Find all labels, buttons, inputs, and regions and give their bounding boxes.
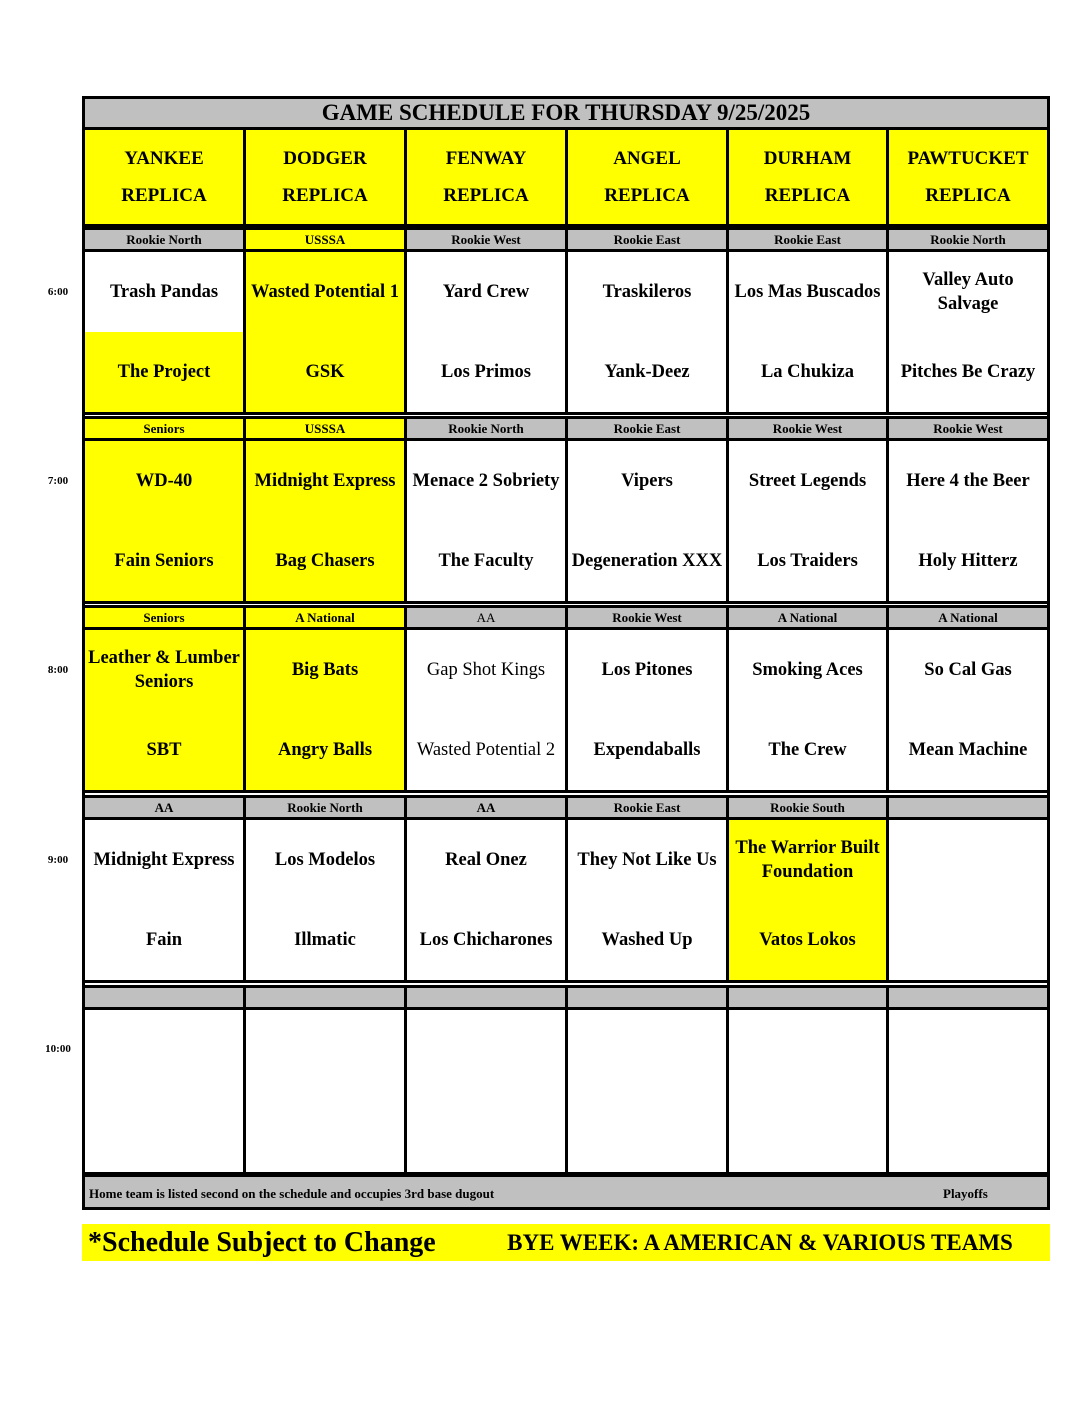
field-type: REPLICA	[282, 185, 368, 206]
home-team: Bag Chasers	[246, 521, 404, 601]
field-header	[243, 127, 407, 227]
away-team: Traskileros	[602, 282, 692, 302]
home-team: Fain Seniors	[85, 521, 243, 601]
field-name: FENWAY	[445, 148, 527, 169]
schedule-footer	[82, 1174, 1050, 1210]
home-team: The Faculty	[438, 551, 534, 571]
home-team: Fain	[146, 930, 182, 950]
field-name: DURHAM	[763, 148, 852, 169]
away-team	[889, 820, 1047, 900]
away-team: Gap Shot Kings	[426, 660, 546, 680]
home-team: Illmatic	[294, 930, 356, 950]
game-cell	[404, 1007, 568, 1175]
away-team: Midnight Express	[246, 441, 404, 521]
field-header	[565, 127, 729, 227]
division-label: Rookie East	[565, 795, 729, 820]
game-cell	[243, 1007, 407, 1175]
division-label: A National	[886, 605, 1050, 630]
away-team: Valley Auto Salvage	[922, 270, 1014, 314]
division-label: Seniors	[82, 416, 246, 441]
home-team: Angry Balls	[246, 710, 404, 790]
division-label: Rookie South	[726, 795, 889, 820]
field-header	[886, 127, 1050, 227]
time-slot-label: 8:00	[47, 664, 69, 676]
division-label: Rookie East	[565, 416, 729, 441]
field-name: ANGEL	[613, 148, 681, 169]
away-team: Midnight Express	[93, 850, 235, 870]
division-label: AA	[404, 795, 568, 820]
home-team: Washed Up	[601, 930, 693, 950]
home-team: Los Primos	[441, 362, 531, 382]
away-team: Menace 2 Sobriety	[412, 471, 560, 491]
bye-week-banner	[470, 1224, 1050, 1261]
field-name: YANKEE	[124, 148, 204, 169]
home-team: La Chukiza	[760, 362, 855, 382]
division-label: Rookie West	[886, 416, 1050, 441]
division-label: USSSA	[243, 227, 407, 252]
time-slot-label: 9:00	[47, 854, 69, 866]
division-label: Rookie West	[404, 227, 568, 252]
home-team: The Crew	[768, 740, 847, 760]
away-team: WD-40	[85, 441, 243, 521]
field-header	[404, 127, 568, 227]
away-team: Yard Crew	[442, 282, 530, 302]
field-type: REPLICA	[443, 185, 529, 206]
away-team: Los Mas Buscados	[734, 282, 881, 302]
home-team: Vatos Lokos	[729, 900, 886, 980]
division-label: Seniors	[82, 605, 246, 630]
division-label: A National	[243, 605, 407, 630]
field-type: REPLICA	[604, 185, 690, 206]
away-team: The Warrior Built Foundation	[729, 820, 886, 900]
field-header	[726, 127, 889, 227]
game-cell	[886, 1007, 1050, 1175]
schedule-change-text: *Schedule Subject to Change	[88, 1226, 436, 1258]
division-label: Rookie North	[404, 416, 568, 441]
home-team: SBT	[85, 710, 243, 790]
division-label: A National	[726, 605, 889, 630]
away-team: Vipers	[621, 471, 673, 491]
game-cell	[726, 1007, 889, 1175]
field-type: REPLICA	[764, 185, 851, 206]
field-header	[82, 127, 246, 227]
bye-week-text: BYE WEEK: A AMERICAN & VARIOUS TEAMS	[507, 1229, 1013, 1255]
division-label: USSSA	[243, 416, 407, 441]
schedule-change-banner	[82, 1224, 470, 1261]
playoffs-label: Playoffs	[943, 1186, 988, 1201]
division-label: Rookie North	[886, 227, 1050, 252]
division-label: Rookie North	[243, 795, 407, 820]
game-cell	[82, 1007, 246, 1175]
away-team: Trash Pandas	[109, 282, 219, 302]
away-team: Real Onez	[445, 850, 527, 870]
away-team: Here 4 the Beer	[906, 471, 1030, 491]
home-team: Expendaballs	[593, 740, 701, 760]
home-team: Los Chicharones	[419, 930, 553, 950]
home-team: Yank-Deez	[604, 362, 690, 382]
home-team: Mean Machine	[908, 740, 1028, 760]
division-label: Rookie West	[726, 416, 889, 441]
schedule-title: GAME SCHEDULE FOR THURSDAY 9/25/2025	[82, 96, 1050, 130]
time-slot-label: 7:00	[47, 475, 69, 487]
division-label: Rookie East	[726, 227, 889, 252]
away-team: Los Pitones	[601, 660, 693, 680]
field-name: PAWTUCKET	[907, 148, 1029, 169]
division-label: Rookie West	[565, 605, 729, 630]
home-team	[889, 900, 1047, 980]
away-team: Los Modelos	[274, 850, 376, 870]
division-label: AA	[404, 605, 568, 630]
home-team: GSK	[246, 332, 404, 412]
division-label: AA	[82, 795, 246, 820]
home-team: Degeneration XXX	[571, 551, 723, 571]
away-team: So Cal Gas	[924, 660, 1012, 680]
home-team: Pitches Be Crazy	[900, 362, 1036, 382]
field-name: DODGER	[283, 148, 367, 169]
home-team: Los Traiders	[757, 551, 858, 571]
home-team-note: Home team is listed second on the schedule and occupies 3rd base dugout	[89, 1186, 495, 1201]
time-slot-label: 6:00	[47, 286, 69, 298]
field-type: REPLICA	[121, 185, 207, 206]
game-cell	[565, 1007, 729, 1175]
away-team: Street Legends	[748, 471, 867, 491]
time-slot-label: 10:00	[45, 1043, 71, 1055]
division-label: Rookie North	[82, 227, 246, 252]
field-type: REPLICA	[925, 185, 1011, 206]
division-label: Rookie East	[565, 227, 729, 252]
away-team: They Not Like Us	[577, 850, 717, 870]
away-team: Leather & Lumber Seniors	[85, 630, 243, 710]
home-team: Wasted Potential 2	[416, 740, 556, 760]
home-team: Holy Hitterz	[918, 551, 1018, 571]
away-team: Wasted Potential 1	[246, 252, 404, 332]
away-team: Smoking Aces	[752, 660, 863, 680]
home-team: The Project	[85, 332, 243, 412]
away-team: Big Bats	[246, 630, 404, 710]
